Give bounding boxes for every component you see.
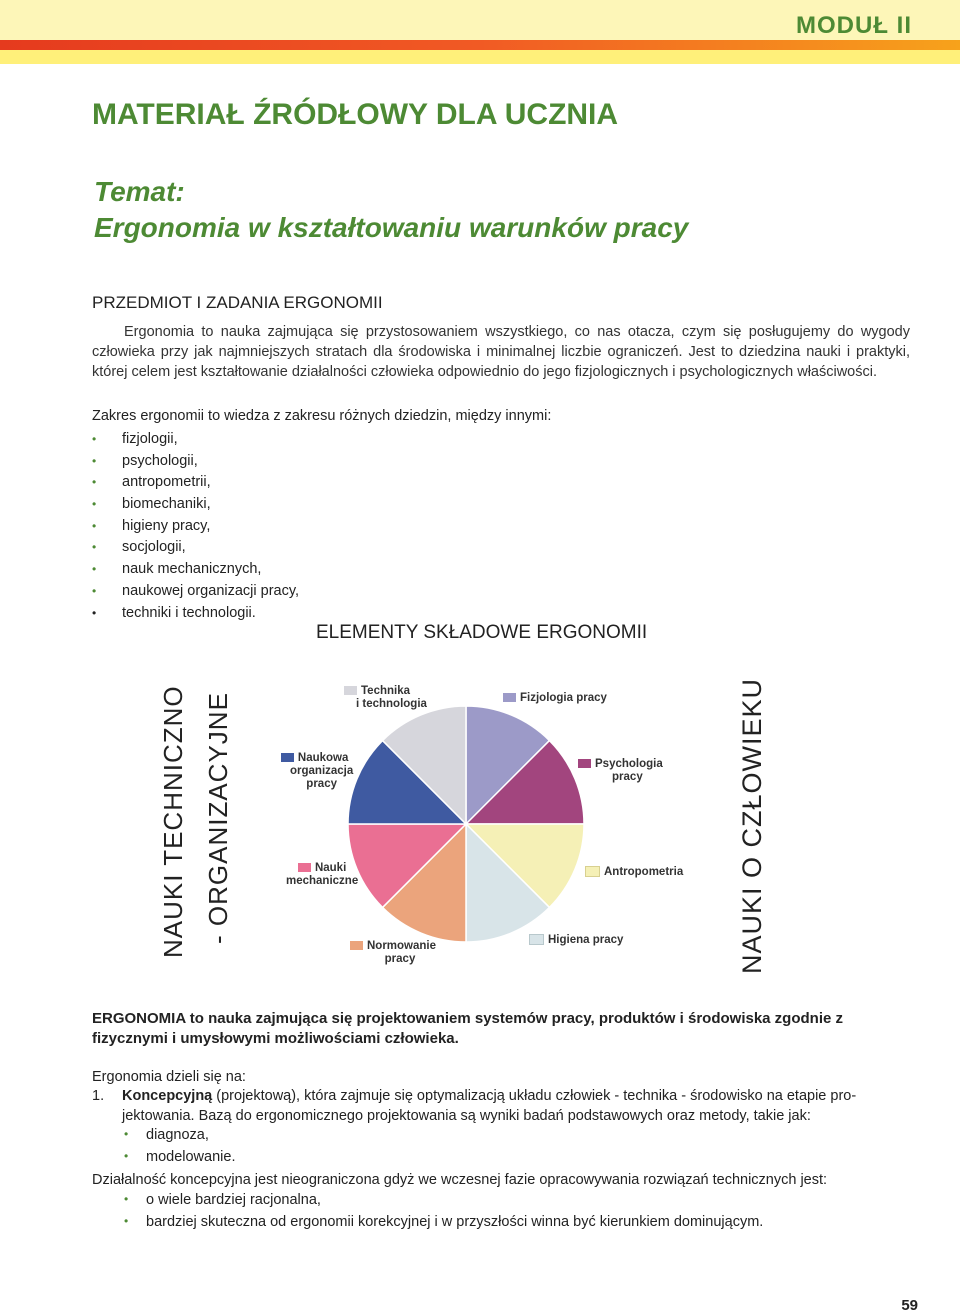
legend-swatch <box>578 759 591 768</box>
side-label-right: NAUKI O CZŁOWIEKU <box>737 677 767 974</box>
list-item: • nauk mechanicznych, <box>92 559 299 581</box>
method-item: • modelowanie. <box>124 1149 236 1165</box>
legend-swatch <box>344 686 357 695</box>
bullet-icon: • <box>92 475 97 490</box>
bullet-icon: • <box>92 497 97 512</box>
bullet-icon: • <box>124 1127 129 1141</box>
legend-psychologia: Psychologia pracy <box>578 758 663 784</box>
list-item: • techniki i technologii. <box>92 603 299 625</box>
list-item: • socjologii, <box>92 537 299 559</box>
method-item: • diagnoza, <box>124 1127 209 1143</box>
bullet-icon: • <box>92 540 97 555</box>
definition: ERGONOMIA to nauka zajmująca się projektowaniem systemów pracy, produktów i środowiska zgodnie z fizycznymi i umysłowymi możliwościami człowieka. <box>92 1010 844 1047</box>
legend-higiena: Higiena pracy <box>529 934 623 947</box>
page-title: MATERIAŁ ŹRÓDŁOWY DLA UCZNIA <box>92 98 619 131</box>
divides-heading: Ergonomia dzieli się na: <box>92 1069 246 1085</box>
legend-swatch <box>503 693 516 702</box>
concept-item: • bardziej skuteczna od ergonomii korekcyjnej i w przyszłości winna być kierunkiem dominującym. <box>124 1214 764 1230</box>
legend-swatch <box>585 866 600 877</box>
legend-antropometria: Antropometria <box>585 866 683 879</box>
legend-swatch <box>350 941 363 950</box>
list-item: • antropometrii, <box>92 472 299 494</box>
legend-fizjologia: Fizjologia pracy <box>503 692 607 705</box>
chart-title: ELEMENTY SKŁADOWE ERGONOMII <box>316 622 648 643</box>
side-label-left-1: NAUKI TECHNICZNO <box>158 685 188 958</box>
topic-label: Temat: <box>94 176 185 207</box>
list-item: • psychologii, <box>92 451 299 473</box>
bullet-icon: • <box>92 605 97 620</box>
bullet-icon: • <box>92 453 97 468</box>
intro-text: Ergonomia to nauka zajmująca się przystosowaniem wszystkiego, co nas otacza, czym się posługujemy do wygody człowieka przy jak najmniejszych stratach dla środowiska i minimalnej liczbie ograniczeń. Jest to dziedzina nauki i praktyki, której celem jest kształtowanie działalności człowieka odpowiednio do jego fizjologicznych i psychologicznych właściwości. <box>92 324 910 380</box>
bullet-icon: • <box>124 1214 129 1228</box>
topic-title: Ergonomia w kształtowaniu warunków pracy <box>94 212 689 243</box>
bullet-icon: • <box>92 583 97 598</box>
concept-paragraph: Działalność koncepcyjna jest nieograniczona gdyż we wczesnej fazie opracowywania rozwiązań technicznych jest: <box>92 1172 828 1188</box>
bullet-icon: • <box>124 1192 129 1206</box>
list-item: • higieny pracy, <box>92 516 299 538</box>
bullet-icon: • <box>92 518 97 533</box>
legend-nauki-mechaniczne: Nauki mechaniczne <box>286 862 359 887</box>
bullet-icon: • <box>124 1149 129 1163</box>
list-item: • biomechaniki, <box>92 494 299 516</box>
item-bold: Koncepcyjną <box>122 1088 213 1104</box>
legend-naukowa: Naukowa organizacja pracy <box>276 752 353 791</box>
module-label: MODUŁ II <box>796 12 912 39</box>
legend-swatch <box>281 753 294 762</box>
side-label-left-2: - ORGANIZACYJNE <box>203 692 233 944</box>
legend-swatch <box>529 934 544 945</box>
section-heading: PRZEDMIOT I ZADANIA ERGONOMII <box>92 293 383 312</box>
item-1: 1. Koncepcyjną (projektową), która zajmuje się optymalizacją układu człowiek - technika - środowisko na etapie pro- jektowania. Bazą do ergonomicznego projektowania są wyniki badań podstawowych oraz metody, takie jak: <box>92 1088 857 1124</box>
scope-heading: Zakres ergonomii to wiedza z zakresu różnych dziedzin, między innymi: <box>92 408 552 424</box>
item-number: 1. <box>92 1088 105 1104</box>
legend-technika: Technika i technologia <box>344 685 427 711</box>
list-item: • fizjologii, <box>92 429 299 451</box>
concept-item: • o wiele bardziej racjonalna, <box>124 1192 321 1208</box>
bullet-icon: • <box>92 432 97 446</box>
page-number: 59 <box>901 1297 918 1314</box>
legend-normowanie: Normowanie pracy <box>350 940 436 966</box>
legend-swatch <box>298 863 311 872</box>
list-item: • naukowej organizacji pracy, <box>92 581 299 603</box>
bullet-icon: • <box>92 562 97 577</box>
